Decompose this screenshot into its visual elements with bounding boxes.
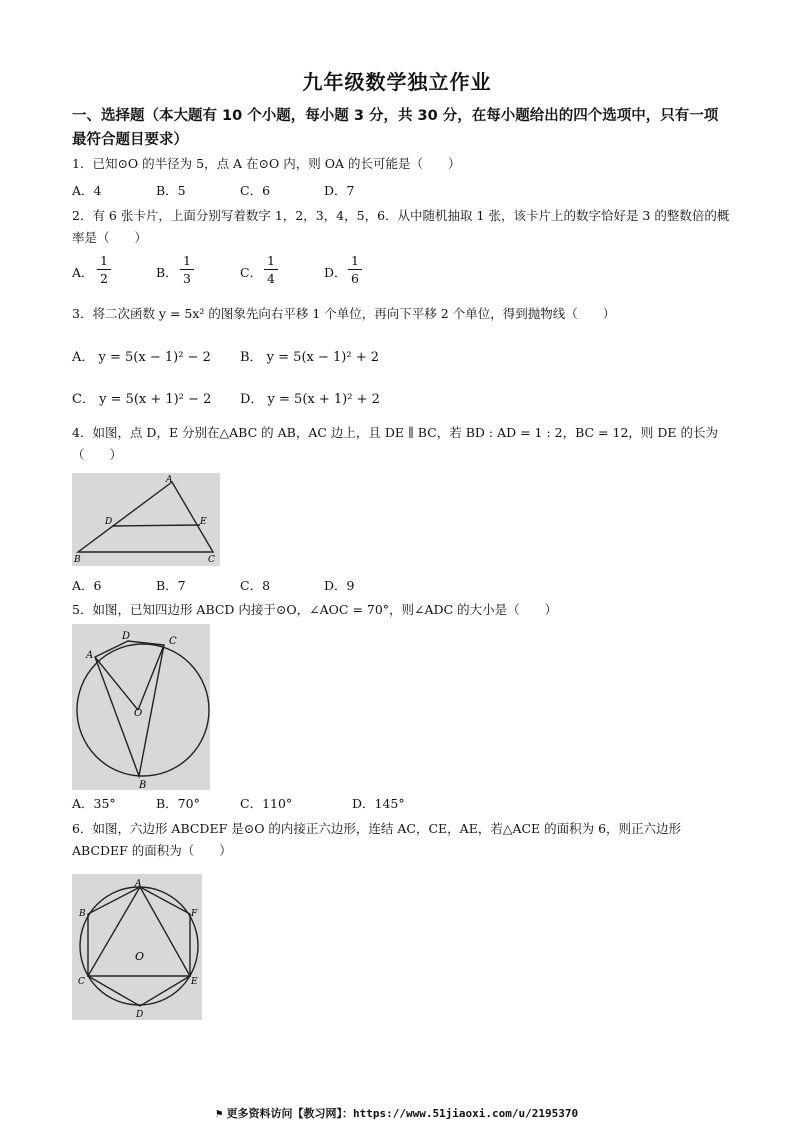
question-1-stem: 1．已知⊙O 的半径为 5，点 A 在⊙O 内，则 OA 的长可能是（ ） (72, 156, 461, 171)
q3-option-a: A． y = 5(x − 1)² − 2 (72, 350, 211, 365)
q4-label-c: C (208, 555, 215, 565)
q5-option-c: C．110° (240, 796, 293, 811)
q4-triangle-svg (72, 473, 220, 566)
q4-label-d: D (105, 517, 113, 527)
q1-option-d: D．7 (324, 183, 355, 198)
q5-option-a: A．35° (72, 796, 116, 811)
footer-text: 更多资料访问【教习网】：https://www.51jiaoxi.com/u/2195370 (226, 1107, 579, 1120)
q2-d-denominator: 6 (351, 271, 359, 286)
q3-option-d: D． y = 5(x + 1)² + 2 (240, 392, 380, 407)
q4-label-a: A (166, 475, 173, 485)
q3-option-b: B． y = 5(x − 1)² + 2 (240, 350, 380, 365)
q5-label-o: O (134, 708, 143, 719)
q6-label-c: C (78, 977, 85, 987)
q5-circle-figure (72, 624, 210, 790)
flag-icon: ⚑ (215, 1107, 223, 1120)
q4-option-c: C．8 (240, 578, 271, 593)
question-5-stem: 5．如图，已知四边形 ABCD 内接于⊙O，∠AOC = 70°，则∠ADC 的大小是（ ） (72, 602, 558, 617)
q2-d-numerator: 1 (351, 253, 359, 268)
q2-c-denominator: 4 (267, 271, 275, 286)
question-4-stem: 4．如图，点 D，E 分别在△ABC 的 AB，AC 边上，且 DE ∥ BC，若 BD : AD = 1 : 2，BC = 12，则 DE 的长为（ ） (72, 425, 718, 462)
q2-b-numerator: 1 (183, 253, 191, 268)
q6-label-o: O (135, 950, 145, 963)
q5-label-c: C (169, 636, 177, 647)
q4-label-b: B (74, 555, 81, 565)
question-6-stem: 6．如图，六边形 ABCDEF 是⊙O 的内接正六边形，连结 AC，CE，AE，若△ACE 的面积为 6，则正六边形 ABCDEF 的面积为（ ） (72, 821, 682, 858)
question-3-stem: 3．将二次函数 y = 5x² 的图象先向右平移 1 个单位，再向下平移 2 个单位，得到抛物线（ ） (72, 306, 616, 321)
q2-option-a-fraction (97, 253, 111, 286)
q2-option-c-letter: C． (240, 265, 263, 280)
q4-option-d: D．9 (324, 578, 355, 593)
q2-option-a-letter: A． (72, 265, 94, 280)
section-heading: 一、选择题（本大题有 10 个小题，每小题 3 分，共 30 分，在每小题给出的四个选项中，只有一项最符合题目要求） (72, 108, 719, 148)
q1-option-b: B．5 (156, 183, 186, 198)
q5-option-d: D．145° (352, 796, 405, 811)
q2-a-numerator: 1 (100, 253, 108, 268)
q5-label-a: A (86, 650, 94, 661)
q6-hexagon-svg (72, 874, 202, 1020)
q5-label-b: B (139, 780, 147, 790)
q4-label-e: E (200, 517, 207, 527)
q6-hexagon-figure (72, 874, 202, 1020)
footer-link[interactable] (0, 1105, 794, 1121)
question-2-stem: 2．有 6 张卡片，上面分别写着数字 1，2，3，4，5，6．从中随机抽取 1 张，该卡片上的数字恰好是 3 的整数倍的概率是（ ） (72, 208, 730, 245)
q2-option-d-fraction (348, 253, 362, 286)
q2-a-denominator: 2 (100, 271, 108, 286)
q5-label-d: D (122, 631, 131, 642)
q4-option-a: A．6 (72, 578, 102, 593)
q4-triangle-figure (72, 473, 220, 566)
q5-circle-svg (72, 624, 210, 790)
q6-label-d: D (136, 1010, 144, 1020)
q6-label-b: B (79, 909, 86, 919)
q2-option-b-fraction (180, 253, 194, 286)
q6-label-f: F (191, 909, 198, 919)
q6-label-a: A (135, 879, 142, 889)
q1-option-a: A．4 (72, 183, 102, 198)
q3-option-c: C． y = 5(x + 1)² − 2 (72, 392, 212, 407)
q2-option-c-fraction (264, 253, 278, 286)
q2-option-d-letter: D． (324, 265, 347, 280)
q4-option-b: B．7 (156, 578, 186, 593)
page-title: 九年级数学独立作业 (302, 70, 492, 94)
q1-option-c: C．6 (240, 183, 271, 198)
q2-option-b-letter: B． (156, 265, 178, 280)
q2-c-numerator: 1 (267, 253, 275, 268)
q5-option-b: B．70° (156, 796, 200, 811)
q6-label-e: E (191, 977, 198, 987)
q2-b-denominator: 3 (183, 271, 191, 286)
